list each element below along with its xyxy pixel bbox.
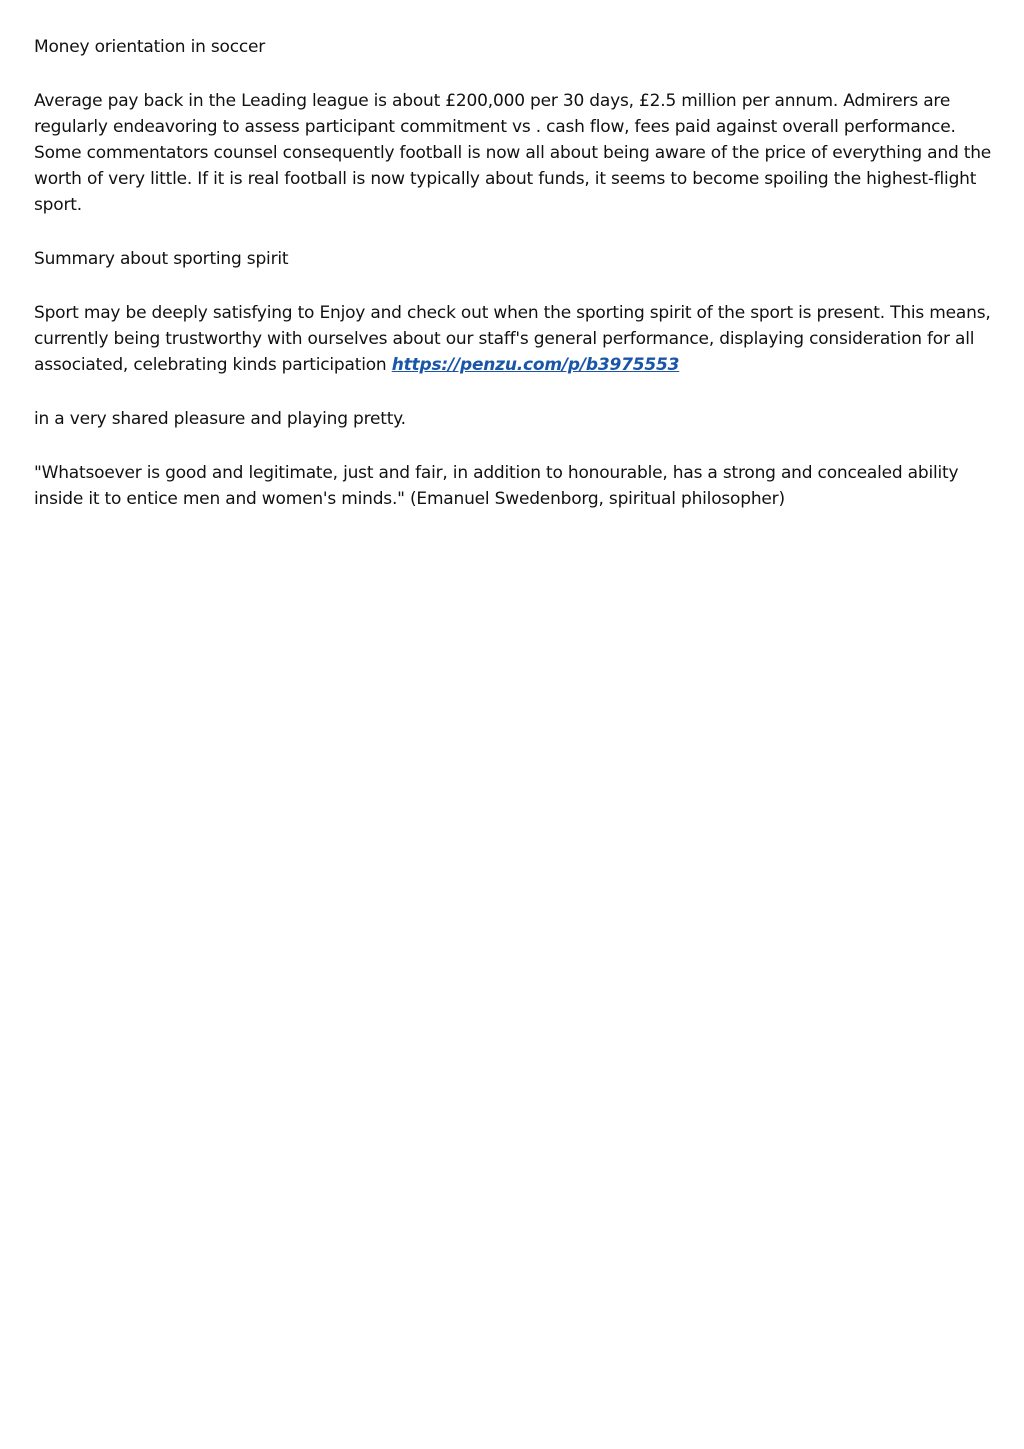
section-heading-sporting-spirit: Summary about sporting spirit <box>34 249 289 269</box>
paragraph-average-pay: Average pay back in the Leading league is about £200,000 per 30 days, £2.5 million per annum. Admirers are regularly endeavoring to assess participant commitment vs . cash flow, fees paid against overall performance. Some commentators counsel consequently football is now all about being aware of the price of everything and the worth of very little. If it is real football is now typically about funds, it seems to become spoiling the highest-flight sport. <box>34 91 992 215</box>
penzu-link[interactable]: https://penzu.com/p/b3975553 <box>391 355 680 375</box>
section-heading-money: Money orientation in soccer <box>34 37 266 57</box>
paragraph-shared-pleasure: in a very shared pleasure and playing pretty. <box>34 409 406 429</box>
paragraph-sporting-spirit-text: Sport may be deeply satisfying to Enjoy and check out when the sporting spirit of the sport is present. This means, currently being trustworthy with ourselves about our staff's general performance, displaying consideration for all associated, celebrating kinds participation <box>34 303 991 375</box>
quote-swedenborg: "Whatsoever is good and legitimate, just and fair, in addition to honourable, has a strong and concealed ability inside it to entice men and women's minds." (Emanuel Swedenborg, spiritual philosopher) <box>34 463 959 509</box>
document-page <box>34 34 994 540</box>
paragraph-sporting-spirit <box>34 300 994 378</box>
